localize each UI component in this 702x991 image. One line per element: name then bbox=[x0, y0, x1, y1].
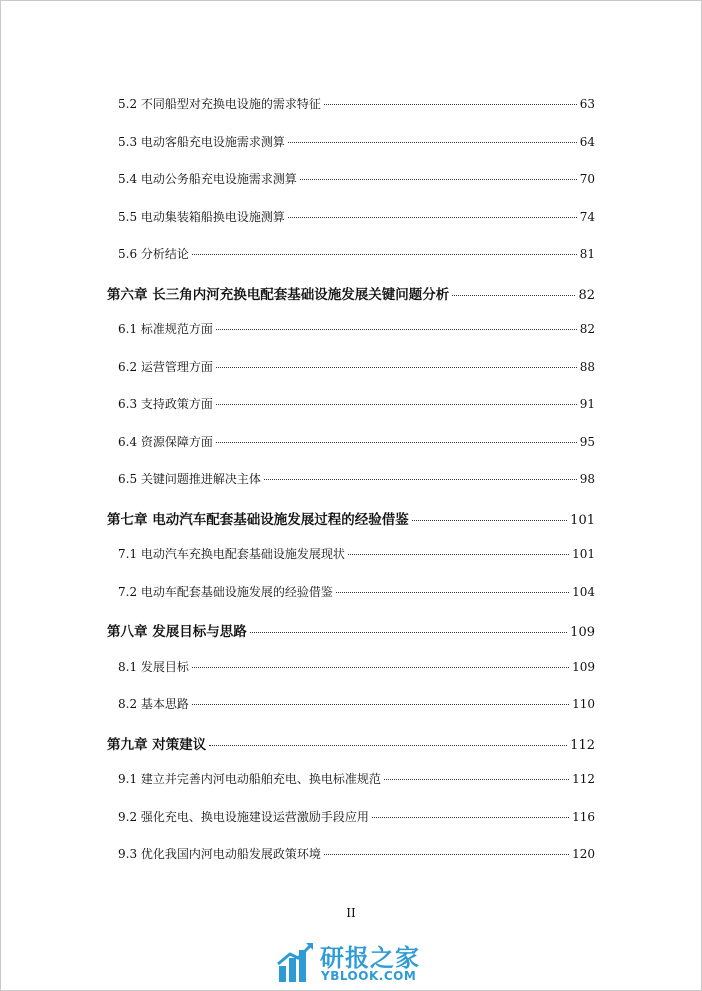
toc-entry-label: 6.5 关键问题推进解决主体 bbox=[118, 472, 261, 486]
toc-entry-page-number: 109 bbox=[570, 625, 595, 640]
toc-section-entry[interactable] bbox=[118, 320, 595, 340]
toc-section-entry[interactable] bbox=[118, 208, 595, 228]
watermark-title: 研报之家 bbox=[320, 944, 420, 972]
dot-leader bbox=[216, 329, 577, 330]
watermark bbox=[276, 938, 446, 988]
toc-entry-label: 第七章 电动汽车配套基础设施发展过程的经验借鉴 bbox=[107, 512, 409, 528]
toc-chapter-entry[interactable] bbox=[107, 733, 595, 753]
toc-entry-page-number: 101 bbox=[572, 547, 595, 561]
dot-leader bbox=[336, 592, 569, 593]
dot-leader bbox=[216, 367, 577, 368]
toc-entry-label: 5.2 不同船型对充换电设施的需求特征 bbox=[118, 97, 321, 111]
toc-section-entry[interactable] bbox=[118, 545, 595, 565]
toc-entry-label: 9.2 强化充电、换电设施建设运营激励手段应用 bbox=[118, 810, 369, 824]
dot-leader bbox=[209, 745, 567, 746]
toc-section-entry[interactable] bbox=[118, 95, 595, 115]
toc-entry-page-number: 112 bbox=[572, 772, 595, 786]
dot-leader bbox=[324, 104, 577, 105]
toc-entry-page-number: 91 bbox=[579, 397, 595, 411]
toc-section-entry[interactable] bbox=[118, 170, 595, 190]
dot-leader bbox=[192, 667, 569, 668]
toc-section-entry[interactable] bbox=[118, 845, 595, 865]
toc-entry-page-number: 82 bbox=[579, 322, 595, 336]
toc-entry-page-number: 70 bbox=[579, 172, 595, 186]
dot-leader bbox=[372, 817, 569, 818]
toc-entry-label: 6.2 运营管理方面 bbox=[118, 360, 213, 374]
toc-entry-page-number: 74 bbox=[579, 210, 595, 224]
toc-section-entry[interactable] bbox=[118, 808, 595, 828]
toc-entry-page-number: 88 bbox=[579, 360, 595, 374]
toc-entry-label: 5.3 电动客船充电设施需求测算 bbox=[118, 135, 285, 149]
toc-entry-label: 5.4 电动公务船充电设施需求测算 bbox=[118, 172, 297, 186]
dot-leader bbox=[192, 704, 569, 705]
dot-leader bbox=[264, 479, 577, 480]
toc-entry-label: 6.1 标准规范方面 bbox=[118, 322, 213, 336]
toc-entry-page-number: 98 bbox=[579, 472, 595, 486]
toc-entry-label: 第六章 长三角内河充换电配套基础设施发展关键问题分析 bbox=[107, 287, 450, 303]
toc-entry-page-number: 64 bbox=[579, 135, 595, 149]
toc-entry-label: 8.2 基本思路 bbox=[118, 697, 189, 711]
toc-entry-label: 9.1 建立并完善内河电动船舶充电、换电标准规范 bbox=[118, 772, 381, 786]
dot-leader bbox=[348, 554, 569, 555]
dot-leader bbox=[452, 295, 575, 296]
watermark-url: YBLOOK.COM bbox=[321, 969, 417, 983]
toc-entry-label: 第八章 发展目标与思路 bbox=[107, 624, 247, 640]
dot-leader bbox=[250, 632, 567, 633]
toc-entry-page-number: 104 bbox=[572, 585, 595, 599]
dot-leader bbox=[288, 142, 577, 143]
dot-leader bbox=[412, 520, 567, 521]
toc-section-entry[interactable] bbox=[118, 658, 595, 678]
toc-section-entry[interactable] bbox=[118, 770, 595, 790]
toc-entry-page-number: 81 bbox=[579, 247, 595, 261]
toc-section-entry[interactable] bbox=[118, 245, 595, 265]
toc-entry-label: 5.5 电动集装箱船换电设施测算 bbox=[118, 210, 285, 224]
toc-chapter-entry[interactable] bbox=[107, 508, 595, 528]
bar-chart-logo-icon bbox=[276, 940, 316, 984]
toc-section-entry[interactable] bbox=[118, 470, 595, 490]
toc-entry-page-number: 110 bbox=[572, 697, 595, 711]
toc-entry-label: 9.3 优化我国内河电动船发展政策环境 bbox=[118, 847, 321, 861]
toc-entry-label: 6.3 支持政策方面 bbox=[118, 397, 213, 411]
toc-entry-page-number: 112 bbox=[570, 738, 595, 753]
toc-section-entry[interactable] bbox=[118, 695, 595, 715]
dot-leader bbox=[216, 404, 577, 405]
toc-section-entry[interactable] bbox=[118, 583, 595, 603]
toc-entry-page-number: 109 bbox=[572, 660, 595, 674]
toc-entry-page-number: 63 bbox=[579, 97, 595, 111]
toc-entry-page-number: 116 bbox=[572, 810, 595, 824]
toc-entry-page-number: 95 bbox=[579, 435, 595, 449]
dot-leader bbox=[192, 254, 577, 255]
dot-leader bbox=[300, 179, 577, 180]
dot-leader bbox=[324, 854, 569, 855]
toc-entry-label: 7.1 电动汽车充换电配套基础设施发展现状 bbox=[118, 547, 345, 561]
toc-entry-label: 第九章 对策建议 bbox=[107, 737, 207, 753]
toc-section-entry[interactable] bbox=[118, 395, 595, 415]
toc-entry-page-number: 82 bbox=[578, 288, 595, 303]
toc-entry-page-number: 120 bbox=[572, 847, 595, 861]
dot-leader bbox=[288, 217, 577, 218]
dot-leader bbox=[216, 442, 577, 443]
toc-entry-label: 7.2 电动车配套基础设施发展的经验借鉴 bbox=[118, 585, 333, 599]
dot-leader bbox=[384, 779, 569, 780]
toc-entry-label: 8.1 发展目标 bbox=[118, 660, 189, 674]
toc-entry-label: 6.4 资源保障方面 bbox=[118, 435, 213, 449]
toc-section-entry[interactable] bbox=[118, 133, 595, 153]
toc-entry-label: 5.6 分析结论 bbox=[118, 247, 189, 261]
toc-section-entry[interactable] bbox=[118, 433, 595, 453]
toc-chapter-entry[interactable] bbox=[107, 283, 595, 303]
toc-section-entry[interactable] bbox=[118, 358, 595, 378]
toc-entry-page-number: 101 bbox=[570, 513, 595, 528]
page-number: II bbox=[346, 906, 356, 920]
toc-chapter-entry[interactable] bbox=[107, 620, 595, 640]
